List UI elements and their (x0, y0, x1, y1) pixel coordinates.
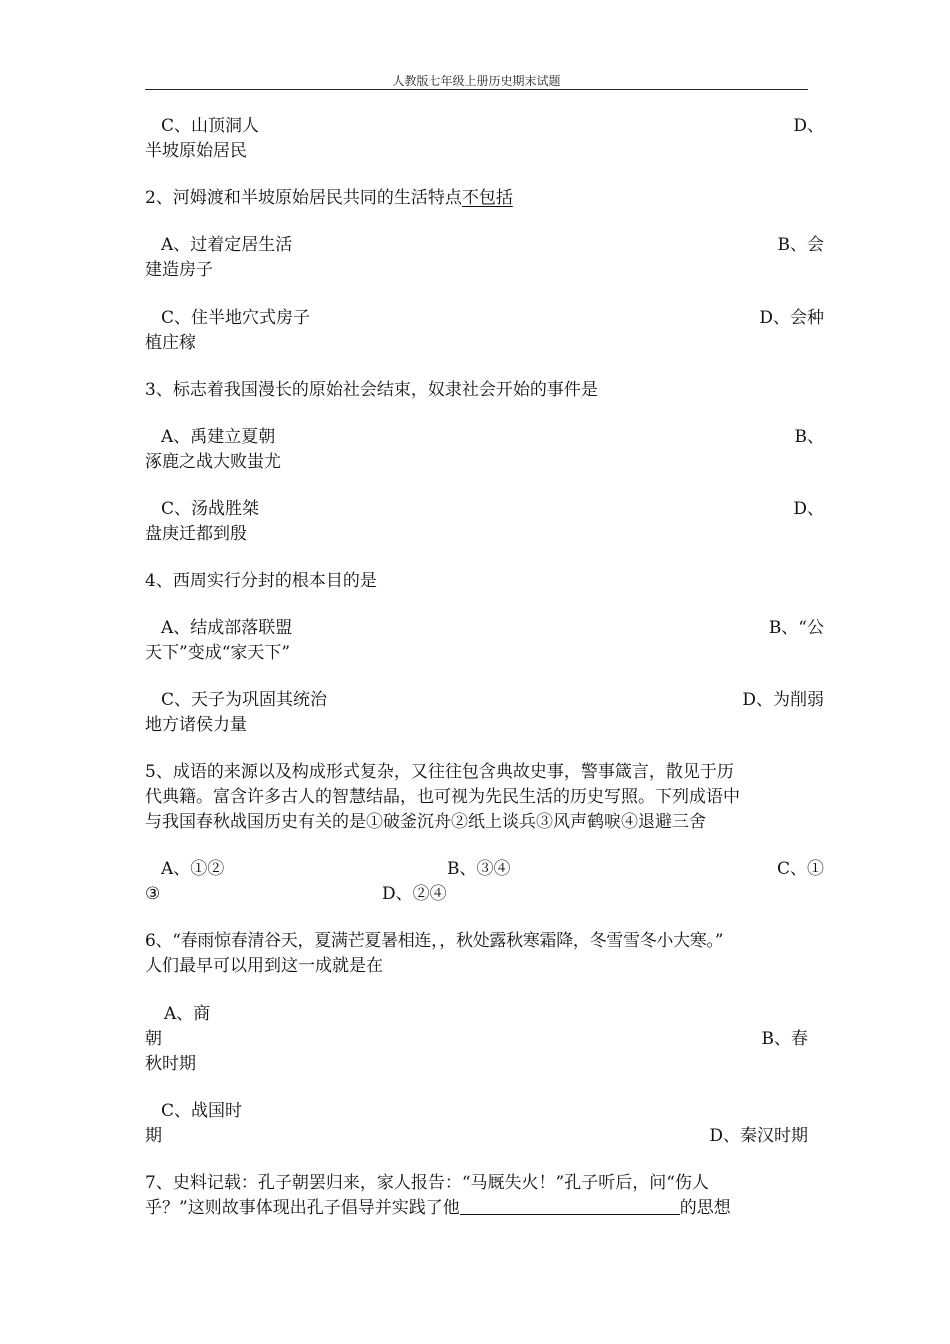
q3-option-d: D、 (793, 499, 824, 519)
q6-option-a-cont: 朝 (145, 1029, 162, 1049)
q3-option-row-1 (145, 425, 824, 450)
q4-option-b-cont: 天下”变成“家天下” (145, 643, 291, 663)
q2-option-c: C、住半地穴式房子 (161, 308, 311, 328)
q3-stem: 3、标志着我国漫长的原始社会结束，奴隶社会开始的事件是 (145, 380, 598, 400)
q6-option-row (145, 1027, 808, 1052)
q6-option-a: A、商 (164, 1004, 211, 1024)
q6-option-row-2 (145, 1124, 808, 1149)
q6-stem-line-1: 6、“春雨惊春清谷天，夏满芒夏暑相连，，秋处露秋寒霜降，冬雪雪冬小大寒。” (145, 931, 724, 951)
q7-stem-tail: 的思想 (679, 1198, 731, 1218)
q3-option-b-cont: 涿鹿之战大败蚩尤 (145, 452, 281, 472)
q1-option-c: C、山顶洞人 (161, 116, 260, 136)
q6-option-c: C、战国时 (161, 1101, 243, 1121)
q4-option-row-1 (145, 616, 824, 641)
q6-option-b-cont: 秋时期 (145, 1054, 196, 1074)
q1-option-row (145, 114, 824, 139)
q5-option-c-cont: ③ (145, 884, 161, 904)
q7-stem-text: 乎？”这则故事体现出孔子倡导并实践了他 (145, 1198, 460, 1218)
q5-stem-line-1: 5、成语的来源以及构成形式复杂，又往往包含典故史事，警事箴言，散见于历 (145, 762, 734, 782)
q5-option-row-2 (145, 882, 808, 907)
q3-option-row-2 (145, 497, 824, 522)
q4-stem: 4、西周实行分封的根本目的是 (145, 571, 377, 591)
q2-stem-underlined: 不包括 (461, 188, 513, 208)
q2-stem (145, 186, 808, 211)
q2-stem-text: 2、河姆渡和半坡原始居民共同的生活特点 (145, 188, 462, 208)
header-rule (145, 89, 808, 90)
q5-option-b: B、③④ (447, 859, 511, 879)
q2-option-d-cont: 植庄稼 (145, 333, 196, 353)
q3-option-c: C、汤战胜桀 (161, 499, 260, 519)
q2-option-row-1 (145, 233, 824, 258)
q4-option-row-2 (145, 688, 824, 713)
q3-option-d-cont: 盘庚迁都到殷 (145, 524, 247, 544)
q5-option-d: D、②④ (382, 884, 447, 904)
q5-option-a: A、①② (161, 859, 225, 879)
q2-option-b: B、会 (777, 235, 824, 255)
q6-option-b: B、春 (761, 1029, 808, 1049)
q7-stem-line-1: 7、史料记载：孔子朝罢归来，家人报告：“马厩失火！”孔子听后，问“伤人 (145, 1173, 709, 1193)
q3-option-a: A、禹建立夏朝 (161, 427, 276, 447)
q4-option-b: B、“公 (768, 618, 824, 638)
q6-stem-line-2: 人们最早可以用到这一成就是在 (145, 956, 383, 976)
q1-option-d-cont: 半坡原始居民 (145, 141, 247, 161)
q7-answer-blank[interactable] (460, 1196, 680, 1215)
q5-stem-line-2: 代典籍。富含许多古人的智慧结晶，也可视为先民生活的历史写照。下列成语中 (145, 787, 740, 807)
q2-option-row-2 (145, 306, 824, 331)
q6-option-d: D、秦汉时期 (709, 1126, 808, 1146)
q2-option-b-cont: 建造房子 (145, 260, 213, 280)
q5-option-row (145, 857, 824, 882)
q3-option-b: B、 (794, 427, 824, 447)
q7-stem-line-2 (145, 1196, 808, 1221)
q2-option-d: D、会种 (759, 308, 824, 328)
q4-option-a: A、结成部落联盟 (161, 618, 293, 638)
q4-option-d-cont: 地方诸侯力量 (145, 715, 247, 735)
q2-option-a: A、过着定居生活 (161, 235, 293, 255)
q4-option-c: C、天子为巩固其统治 (161, 690, 328, 710)
page-header: 人教版七年级上册历史期末试题 (392, 74, 561, 88)
q5-stem-line-3: 与我国春秋战国历史有关的是①破釜沉舟②纸上谈兵③风声鹤唳④退避三舍 (145, 812, 706, 832)
q6-option-c-cont: 期 (145, 1126, 162, 1146)
q1-option-d: D、 (793, 116, 824, 136)
q4-option-d: D、为削弱 (742, 690, 824, 710)
q5-option-c: C、① (776, 859, 824, 879)
